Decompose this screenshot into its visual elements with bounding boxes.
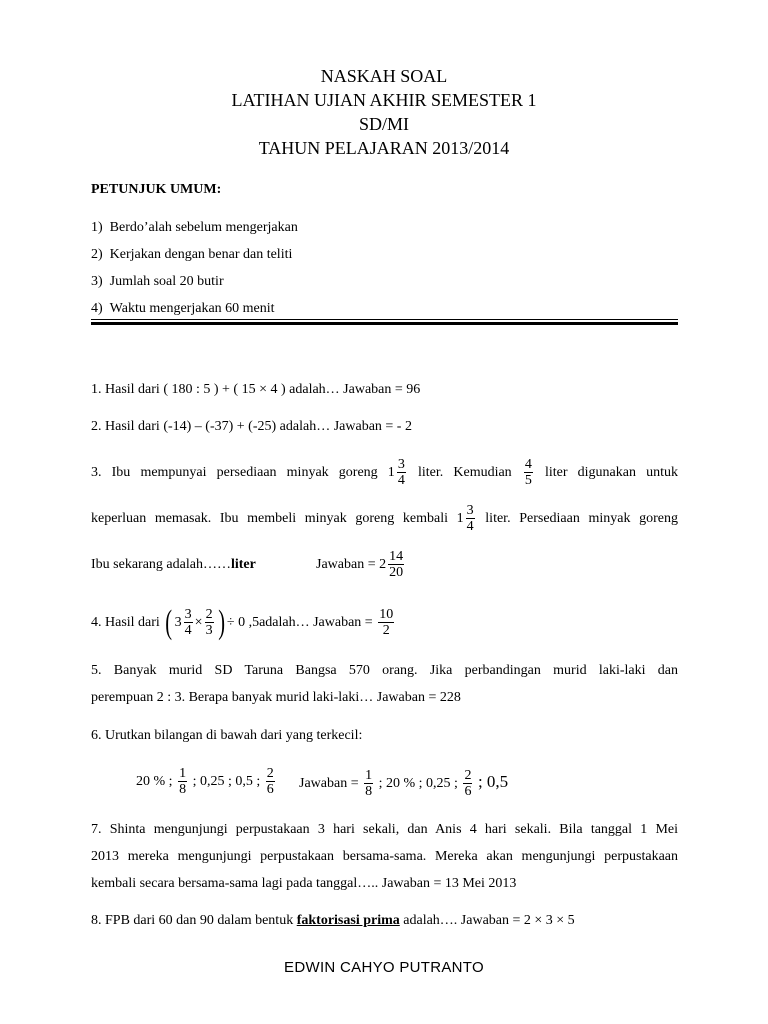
instruction-item [91,247,292,263]
q3-text-g: liter [230,557,256,572]
q3-text-b: liter. Kemudian [417,465,512,480]
fraction: $\frac{3}{4}$ [184,606,192,638]
title-line-2: LATIHAN UJIAN AKHIR SEMESTER 1 [231,90,537,110]
instruction-item [91,220,298,236]
footer-author: EDWIN CAHYO PUTRANTO [284,959,484,976]
q4-whole: 3 [174,615,182,630]
q3-answer-label: Jawaban = 2 [316,557,387,572]
instructions-heading: PETUNJUK UMUM: [91,182,222,197]
instruction-num: 3) [91,274,103,289]
q8-keyword: faktorisasi prima [296,913,400,928]
fraction: $\frac{2}{3}$ [205,606,213,638]
instruction-text: Kerjakan dengan benar dan teliti [109,247,293,262]
instruction-text: Berdo’alah sebelum mengerjakan [109,220,298,235]
question-7-line-3: kembali secara bersama-sama lagi pada tanggal….. Jawaban = 13 Mei 2013 [91,876,517,891]
question-3-line-2 [91,501,678,537]
left-paren: ( [165,603,173,641]
right-paren: ) [217,603,225,641]
q6-s1: 20 % ; [136,774,173,789]
q3-text-c: liter digunakan untuk [544,465,678,480]
fraction: $\frac{2}{6}$ [464,767,472,799]
instruction-item [91,301,275,317]
q3-text-a: 3. Ibu mempunyai persediaan minyak goreng 1 [91,465,395,480]
instruction-num: 2) [91,247,103,262]
question-4 [91,603,396,643]
question-6: 6. Urutkan bilangan di bawah dari yang terkecil: [91,728,363,743]
instruction-item [91,274,224,290]
question-7-line-2: 2013 mereka mengunjungi perpustakaan bersama-sama. Mereka akan mengunjungi perpustakaan [91,849,678,864]
fraction: $\frac{3}{4}$ [466,502,474,534]
q6-s2: ; 0,25 ; 0,5 ; [192,774,261,789]
q8-text-c: adalah…. Jawaban = 2 × 3 × 5 [403,913,575,928]
fraction: $\frac{1}{8}$ [365,767,373,799]
question-2: 2. Hasil dari (-14) – (-37) + (-25) adalah… Jawaban = - 2 [91,419,412,434]
question-5-line-1: 5. Banyak murid SD Taruna Bangsa 570 orang. Jika perbandingan murid laki-laki dan [91,663,678,678]
title-line-1: NASKAH SOAL [320,66,448,86]
instruction-text: Waktu mengerjakan 60 menit [109,301,275,316]
q3-text-d: keperluan memasak. Ibu membeli minyak goreng kembali 1 [91,511,464,526]
fraction: $\frac{2}{6}$ [266,765,274,797]
divider-thin [91,319,678,320]
title-line-4: TAHUN PELAJARAN 2013/2014 [258,138,510,158]
q4-times: × [194,615,203,630]
q8-text-a: 8. FPB dari 60 dan 90 dalam bentuk [91,913,294,928]
q4-text-b: adalah… Jawaban = [259,615,373,630]
fraction: $\frac{4}{5}$ [524,456,532,488]
question-8 [91,913,575,929]
question-5-line-2: perempuan 2 : 3. Berapa banyak murid laki-laki… Jawaban = 228 [91,690,461,705]
title-line-3: SD/MI [358,114,409,134]
instruction-num: 1) [91,220,103,235]
divider-thick [91,322,678,325]
q6-answer-label: Jawaban = [299,776,359,791]
question-6-numbers [136,762,277,802]
q4-text-a: 4. Hasil dari [91,615,160,630]
q6-s4: ; 0,5 [477,772,509,791]
q3-text-e: liter. Persediaan minyak goreng [485,511,678,526]
q6-s3: ; 20 % ; 0,25 ; [378,776,458,791]
fraction: $\frac{1}{8}$ [179,765,187,797]
instruction-text: Jumlah soal 20 butir [109,274,224,289]
question-3-answer [316,547,406,583]
question-1: 1. Hasil dari ( 180 : 5 ) + ( 15 × 4 ) adalah… Jawaban = 96 [91,382,421,397]
question-7-line-1: 7. Shinta mengunjungi perpustakaan 3 hari sekali, dan Anis 4 hari sekali. Bila tanggal 1 Mei [91,822,678,837]
fraction: $\frac{10}{2}$ [379,606,394,638]
question-3-line-3 [91,547,256,583]
instruction-num: 4) [91,301,103,316]
fraction: $\frac{3}{4}$ [397,456,405,488]
q3-text-f: Ibu sekarang adalah…… [91,557,231,572]
question-6-answer [299,762,508,802]
question-3-line-1 [91,455,678,491]
fraction: $\frac{14}{20}$ [389,548,404,580]
q4-div: ÷ 0 ,5 [226,615,260,630]
